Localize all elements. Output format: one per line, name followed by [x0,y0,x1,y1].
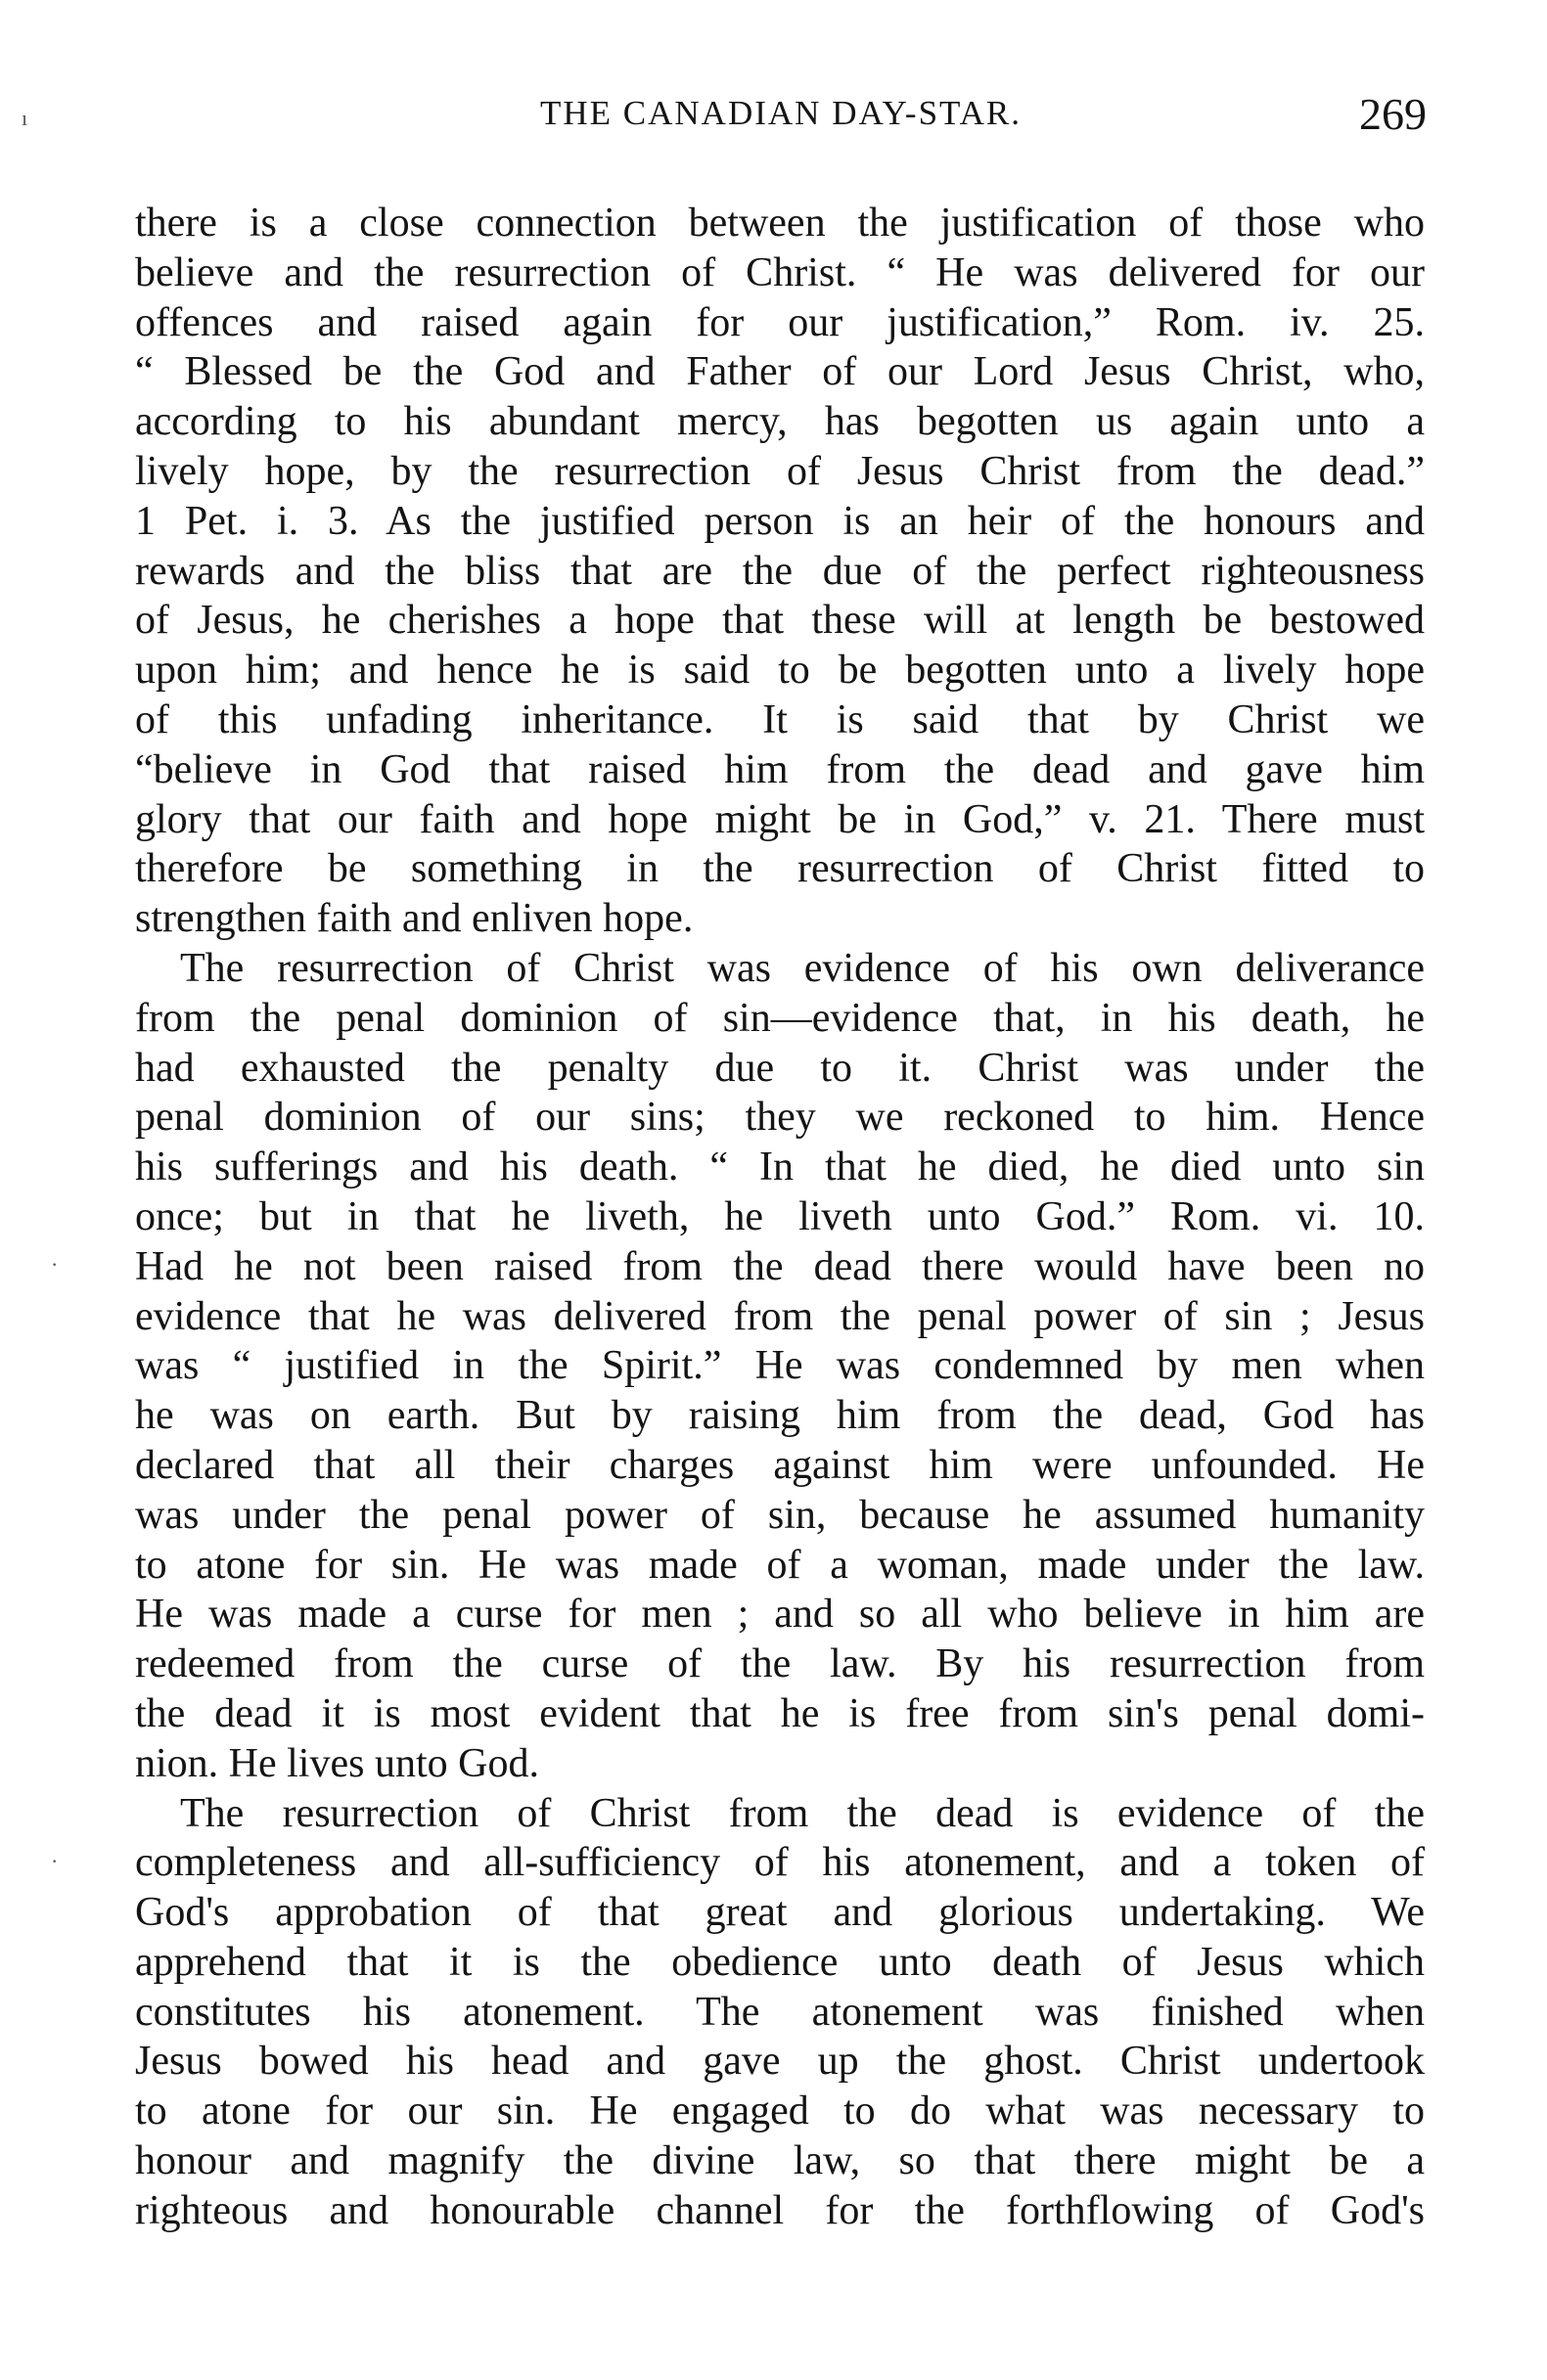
text-line: glory that our faith and hope might be in God,” v. 21. There must [135,796,1425,842]
text-line: the dead it is most evident that he is free from sin's penal domi- [135,1690,1425,1736]
body-text [135,199,1425,2236]
text-line: The resurrection of Christ from the dead is evidence of the [180,1790,1425,1836]
text-line: penal dominion of our sins; they we reckoned to him. Hence [135,1095,1425,1141]
text-line: Had he not been raised from the dead there would have been no [135,1243,1425,1289]
text-line: “believe in God that raised him from the dead and gave him [135,746,1425,792]
page-number: 269 [1359,89,1427,139]
text-line: The resurrection of Christ was evidence of his own deliverance [180,945,1425,991]
text-line: to atone for our sin. He engaged to do what was necessary to [135,2088,1425,2134]
text-line: honour and magnify the divine law, so that there might be a [135,2138,1425,2184]
text-line: offences and raised again for our justification,” Rom. iv. 25. [135,299,1425,345]
text-line: according to his abundant mercy, has begotten us again unto a [135,399,1425,445]
text-line: lively hope, by the resurrection of Jesus Christ from the dead.” [135,448,1425,494]
text-line: declared that all their charges against him were unfounded. He [135,1442,1425,1488]
text-line: to atone for sin. He was made of a woman, made under the law. [135,1542,1425,1588]
text-line: there is a close connection between the justification of those who [135,201,1425,246]
text-line: of this unfading inheritance. It is said that by Christ we [135,696,1425,742]
text-line: therefore be something in the resurrection of Christ fitted to [135,846,1425,892]
text-line: evidence that he was delivered from the penal power of sin ; Jesus [135,1293,1425,1339]
text-line: apprehend that it is the obedience unto death of Jesus which [135,1939,1425,1985]
text-line: his sufferings and his death. “ In that he died, he died unto sin [135,1145,1425,1190]
text-line: once; but in that he liveth, he liveth unto God.” Rom. vi. 10. [135,1193,1425,1239]
running-head [135,90,1427,149]
text-line: redeemed from the curse of the law. By his resurrection from [135,1641,1425,1687]
margin-speck: · [51,1252,59,1277]
text-line: upon him; and hence he is said to be begotten unto a lively hope [135,648,1425,694]
margin-speck: · [51,1849,59,1873]
text-line: 1 Pet. i. 3. As the justified person is an heir of the honours and [135,498,1425,544]
text-line: righteous and honourable channel for the forthflowing of God's [135,2187,1425,2233]
text-line: constitutes his atonement. The atonement was finished when [135,1989,1425,2035]
text-line: from the penal dominion of sin—evidence that, in his death, he [135,995,1425,1041]
text-line: rewards and the bliss that are the due of the perfect righteousness [135,548,1425,594]
text-line: God's approbation of that great and glorious undertaking. We [135,1890,1425,1936]
text-line: completeness and all-sufficiency of his atonement, and a token of [135,1840,1425,1886]
text-line: had exhausted the penalty due to it. Christ was under the [135,1045,1425,1091]
text-line: was “ justified in the Spirit.” He was condemned by men when [135,1343,1425,1389]
text-line: was under the penal power of sin, because he assumed humanity [135,1492,1425,1538]
text-line: believe and the resurrection of Christ. “ He was delivered for our [135,249,1425,295]
text-line: “ Blessed be the God and Father of our Lord Jesus Christ, who, [135,349,1425,395]
text-line: He was made a curse for men ; and so all who believe in him are [135,1592,1425,1638]
text-line: of Jesus, he cherishes a hope that these will at length be bestowed [135,598,1425,644]
text-line: strengthen faith and enliven hope. [135,896,694,942]
text-line: Jesus bowed his head and gave up the ghost. Christ undertook [135,2039,1425,2085]
margin-speck: ı [22,106,28,130]
running-title: THE CANADIAN DAY-STAR. [540,94,1022,132]
text-line: nion. He lives unto God. [135,1740,539,1786]
text-line: he was on earth. But by raising him from the dead, God has [135,1393,1425,1439]
